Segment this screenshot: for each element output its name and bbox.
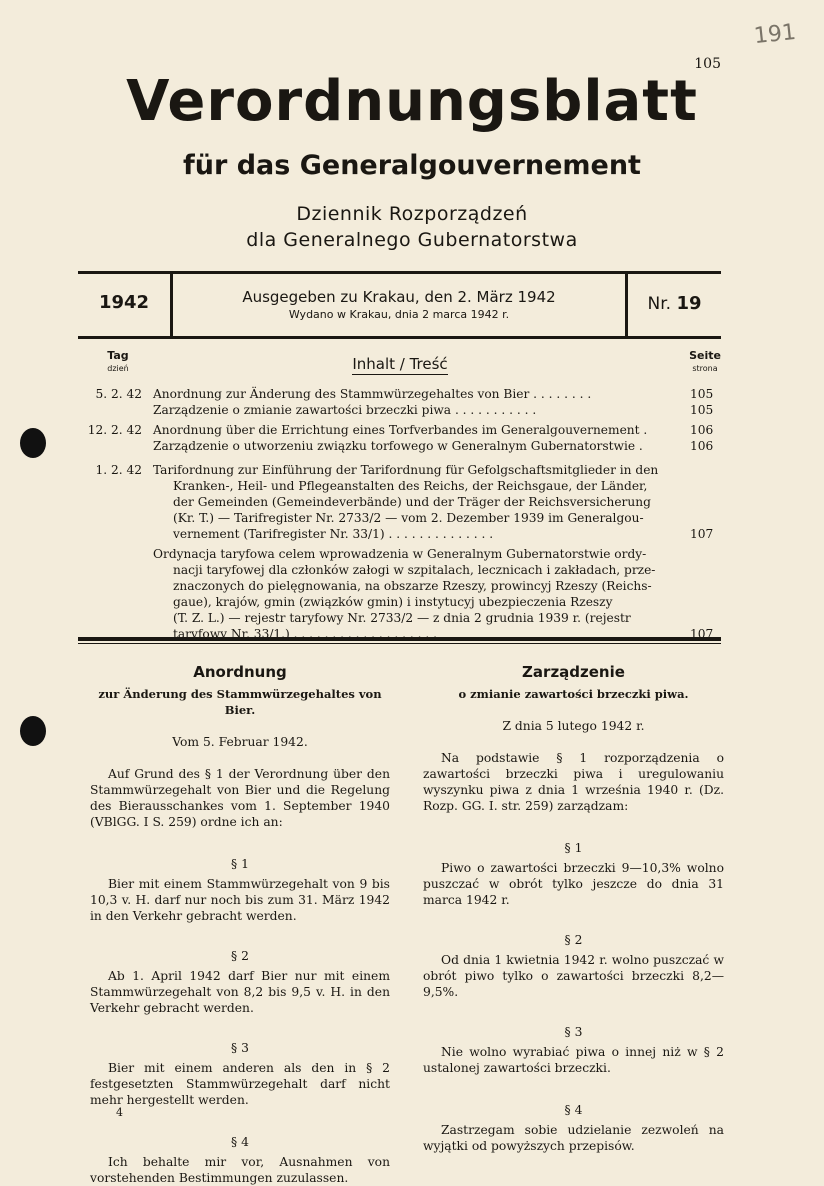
toc-line: [0, 510, 824, 526]
german-column: [90, 664, 390, 1186]
section-rule: [78, 637, 721, 644]
toc-line: [0, 478, 824, 494]
polish-section-mark: § 2: [564, 933, 583, 947]
masthead-subtitle: für das Generalgouvernement: [183, 150, 641, 181]
german-date: Vom 5. Februar 1942.: [172, 735, 308, 749]
polish-subheading: o zmianie zawartości brzeczki piwa.: [458, 687, 689, 701]
toc-text: Zarządzenie o utworzeniu związku torfowego w Generalnym Gubernatorstwie .: [153, 439, 643, 453]
german-section-text: Ich behalte mir vor, Ausnahmen von vorstehenden Bestimmungen zuzulassen.: [90, 1155, 390, 1185]
polish-section-text: Zastrzegam sobie udzielanie zezwoleń na wyjątki od powyższych przepisów.: [423, 1123, 724, 1153]
masthead-polish-line1: Dziennik Rozporządzeń: [296, 203, 528, 225]
toc-page: 106: [690, 439, 714, 453]
issue-year: 1942: [98, 292, 150, 313]
toc-text: (Kr. T.) — Tarifregister Nr. 2733/2 — vom 2. Dezember 1939 im Generalgou-: [173, 511, 644, 525]
toc-line: [0, 462, 824, 478]
toc-page: 105: [690, 403, 714, 417]
page-number: 105: [694, 56, 721, 72]
issue-number: [628, 293, 721, 314]
polish-intro: Na podstawie § 1 rozporządzenia o zawartości brzeczki piwa i uregulowaniu wyszynku piwa z dnia 1 września 1940 r. (Dz. Rozp. GG. I. str. 259) zarządzam:: [423, 751, 724, 813]
toc-text: Kranken-, Heil- und Pflegeanstalten des Reichs, der Reichsgaue, der Länder,: [173, 479, 648, 493]
toc-text: Anordnung über die Errichtung eines Torfverbandes im Generalgouvernement .: [153, 423, 648, 437]
toc-page: 106: [690, 423, 714, 437]
toc-line: [0, 494, 824, 510]
masthead-polish-line2: dla Generalnego Gubernatorstwa: [246, 229, 578, 251]
german-subheading: zur Änderung des Stammwürzegehaltes von Bier.: [98, 687, 382, 717]
toc-text: nacji taryfowej dla członków załogi w szpitalach, lecznicach i zakładach, prze-: [173, 563, 656, 577]
toc-line: [0, 422, 824, 438]
german-intro: Auf Grund des § 1 der Verordnung über den Stammwürzegehalt von Bier und die Regelung des Bierausschankes vom 1. September 1940 (VBlGG. I S. 259) ordne ich an:: [90, 767, 390, 829]
polish-section-mark: § 3: [564, 1025, 583, 1039]
toc-text: Ordynacja taryfowa celem wprowadzenia w Generalnym Gubernatorstwie ordy-: [153, 547, 647, 561]
german-section-mark: § 4: [231, 1135, 249, 1149]
german-section-mark: § 1: [231, 857, 249, 871]
footer-signature-mark: 4: [116, 1106, 123, 1119]
toc-line: [0, 594, 824, 610]
toc-date: 1. 2. 42: [95, 463, 142, 477]
toc-text: Zarządzenie o zmianie zawartości brzeczki piwa . . . . . . . . . . .: [153, 403, 537, 417]
polish-date: Z dnia 5 lutego 1942 r.: [502, 719, 645, 733]
page-column-label: Seite strona: [689, 349, 721, 374]
toc-date: 5. 2. 42: [95, 387, 142, 401]
issued-polish: Wydano w Krakau, dnia 2 marca 1942 r.: [288, 308, 510, 321]
polish-section-mark: § 4: [564, 1103, 583, 1117]
german-section-text: Bier mit einem Stammwürzegehalt von 9 bis 10,3 v. H. darf nur noch bis zum 31. März 1942 in den Verkehr gebracht werden.: [90, 877, 390, 923]
toc-text: znaczonych do pielęgnowania, na obszarze Rzeszy, prowincyj Rzeszy (Reichs-: [173, 579, 652, 593]
toc-line: [0, 402, 824, 418]
issue-bar: [78, 271, 721, 339]
polish-section-text: Od dnia 1 kwietnia 1942 r. wolno puszczać w obrót piwo tylko o zawartości brzeczki 8,2—9,5%.: [423, 953, 724, 999]
toc-text: Anordnung zur Änderung des Stammwürzegehaltes von Bier . . . . . . . .: [153, 387, 592, 401]
german-section-mark: § 2: [231, 949, 249, 963]
toc-text: Tarifordnung zur Einführung der Tarifordnung für Gefolgschaftsmitglieder in den: [153, 463, 659, 477]
german-section-mark: § 3: [231, 1041, 249, 1055]
toc-text: der Gemeinden (Gemeindeverbände) und der Träger der Reichsversicherung: [173, 495, 651, 509]
toc-page: 107: [690, 627, 714, 641]
german-heading: Anordnung: [193, 663, 287, 681]
toc-date: 12. 2. 42: [87, 423, 142, 437]
handwritten-note: 191: [752, 19, 798, 50]
polish-section-text: Piwo o zawartości brzeczki 9—10,3% wolno puszczać w obrót tylko jeszcze do dnia 31 marca 1942 r.: [423, 861, 724, 907]
masthead-title: Verordnungsblatt: [126, 69, 698, 134]
toc-line: [0, 438, 824, 454]
tag-column-label: Tag dzień: [107, 349, 129, 374]
toc-line: [0, 546, 824, 562]
punch-hole-mark: [20, 716, 46, 746]
toc-page: 107: [690, 527, 714, 541]
punch-hole-mark: [20, 428, 46, 458]
polish-heading: Zarządzenie: [522, 663, 625, 681]
polish-section-mark: § 1: [564, 841, 583, 855]
issue-number-value: 19: [676, 293, 702, 314]
table-of-contents: [0, 386, 824, 641]
toc-line: [0, 610, 824, 626]
issue-number-label: Nr.: [647, 294, 672, 314]
contents-heading: Inhalt / Treść: [352, 355, 448, 373]
toc-text: gaue), krajów, gmin (związków gmin) i instytucyj ubezpieczenia Rzeszy: [173, 595, 613, 609]
german-section-text: Ab 1. April 1942 darf Bier nur mit einem Stammwürzegehalt von 8,2 bis 9,5 v. H. in den Verkehr gebracht werden.: [90, 969, 390, 1015]
toc-line: [0, 562, 824, 578]
toc-line: [0, 526, 824, 542]
toc-line: [0, 578, 824, 594]
polish-column: [423, 664, 724, 1154]
toc-text: vernement (Tarifregister Nr. 33/1) . . . . . . . . . . . . . .: [173, 527, 494, 541]
issue-info: [173, 288, 625, 321]
polish-section-text: Nie wolno wyrabiać piwa o innej niż w § 2 ustalonej zawartości brzeczki.: [423, 1045, 724, 1075]
german-section-text: Bier mit einem anderen als den in § 2 festgesetzten Stammwürzegehalt darf nicht mehr hergestellt werden.: [90, 1061, 390, 1107]
toc-line: [0, 386, 824, 402]
toc-text: (T. Z. L.) — rejestr taryfowy Nr. 2733/2 — z dnia 2 grudnia 1939 r. (rejestr: [173, 611, 631, 625]
toc-page: 105: [690, 387, 714, 401]
issued-german: Ausgegeben zu Krakau, den 2. März 1942: [242, 288, 556, 306]
toc-text: taryfowy Nr. 33/1.) . . . . . . . . . . . . . . . . . . .: [173, 627, 438, 641]
